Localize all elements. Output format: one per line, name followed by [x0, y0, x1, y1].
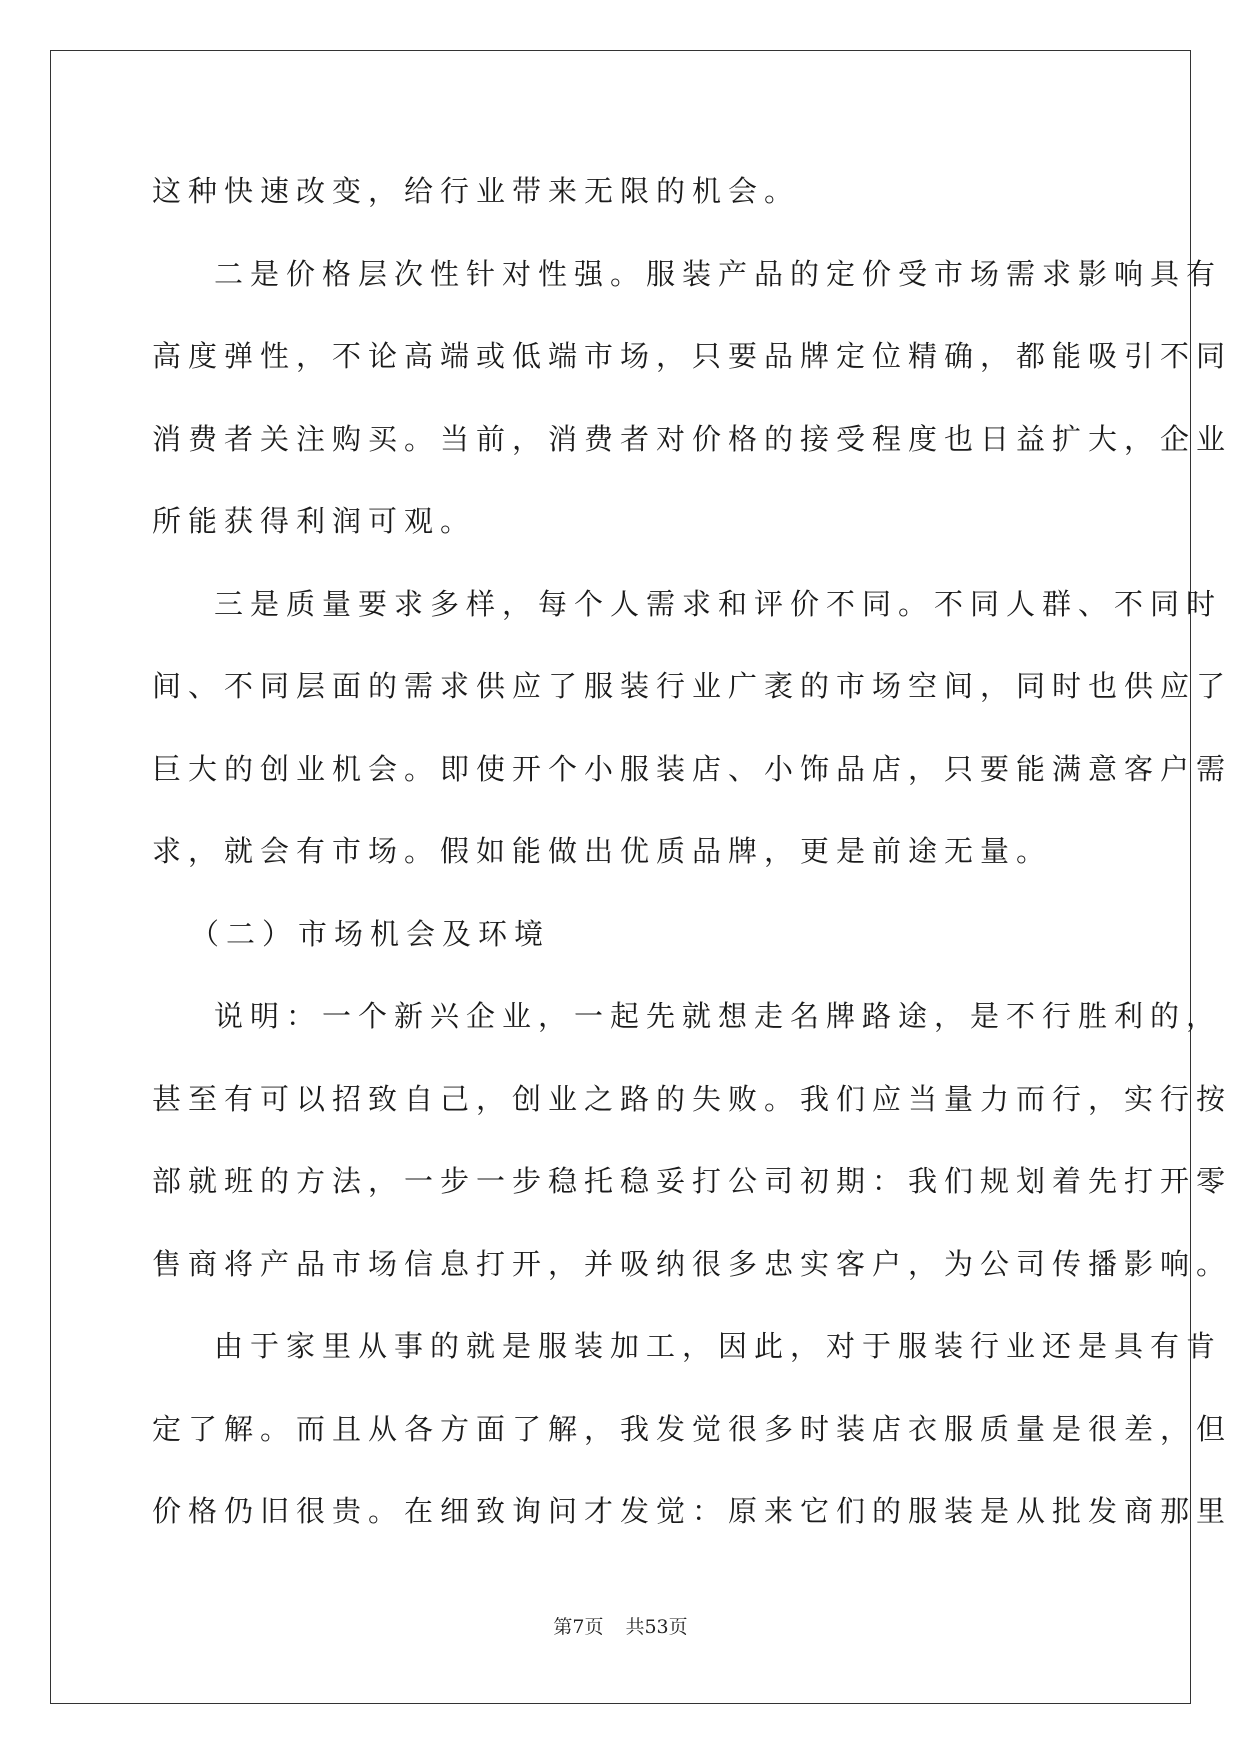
text-line: 价格仍旧很贵。在细致询问才发觉：原来它们的服装是从批发商那里: [152, 1494, 1233, 1528]
text-line: 甚至有可以招致自己，创业之路的失败。我们应当量力而行，实行按: [152, 1081, 1233, 1116]
text-line: 求，就会有市场。假如能做出优质品牌，更是前途无量。: [152, 834, 1053, 868]
page-footer: [0, 1612, 1241, 1639]
text-line: 这种快速改变，给行业带来无限的机会。: [152, 174, 801, 208]
text-line: 三是质量要求多样，每个人需求和评价不同。不同人群、不同时: [214, 586, 1223, 621]
text-line: 部就班的方法，一步一步稳托稳妥打公司初期：我们规划着先打开零: [152, 1164, 1233, 1198]
text-line: 说明：一个新兴企业，一起先就想走名牌路途，是不行胜利的，: [214, 999, 1223, 1033]
text-line: 售商将产品市场信息打开，并吸纳很多忠实客户，为公司传播影响。: [152, 1246, 1233, 1281]
section-heading: （二）市场机会及环境: [190, 916, 551, 951]
page-number: 第7页: [553, 1616, 604, 1638]
document-body: [152, 150, 1233, 1553]
text-line: 二是价格层次性针对性强。服装产品的定价受市场需求影响具有: [214, 256, 1223, 291]
text-line: 高度弹性，不论高端或低端市场，只要品牌定位精确，都能吸引不同: [152, 339, 1233, 373]
text-line: 定了解。而且从各方面了解，我发觉很多时装店衣服质量是很差，但: [152, 1411, 1233, 1446]
text-line: 由于家里从事的就是服装加工，因此，对于服装行业还是具有肯: [214, 1329, 1223, 1363]
text-line: 巨大的创业机会。即使开个小服装店、小饰品店，只要能满意客户需: [152, 751, 1233, 786]
text-line: 所能获得利润可观。: [152, 504, 477, 538]
page-total: 共53页: [625, 1616, 688, 1638]
text-line: 消费者关注购买。当前，消费者对价格的接受程度也日益扩大，企业: [152, 421, 1233, 456]
text-line: 间、不同层面的需求供应了服装行业广袤的市场空间，同时也供应了: [152, 669, 1233, 703]
